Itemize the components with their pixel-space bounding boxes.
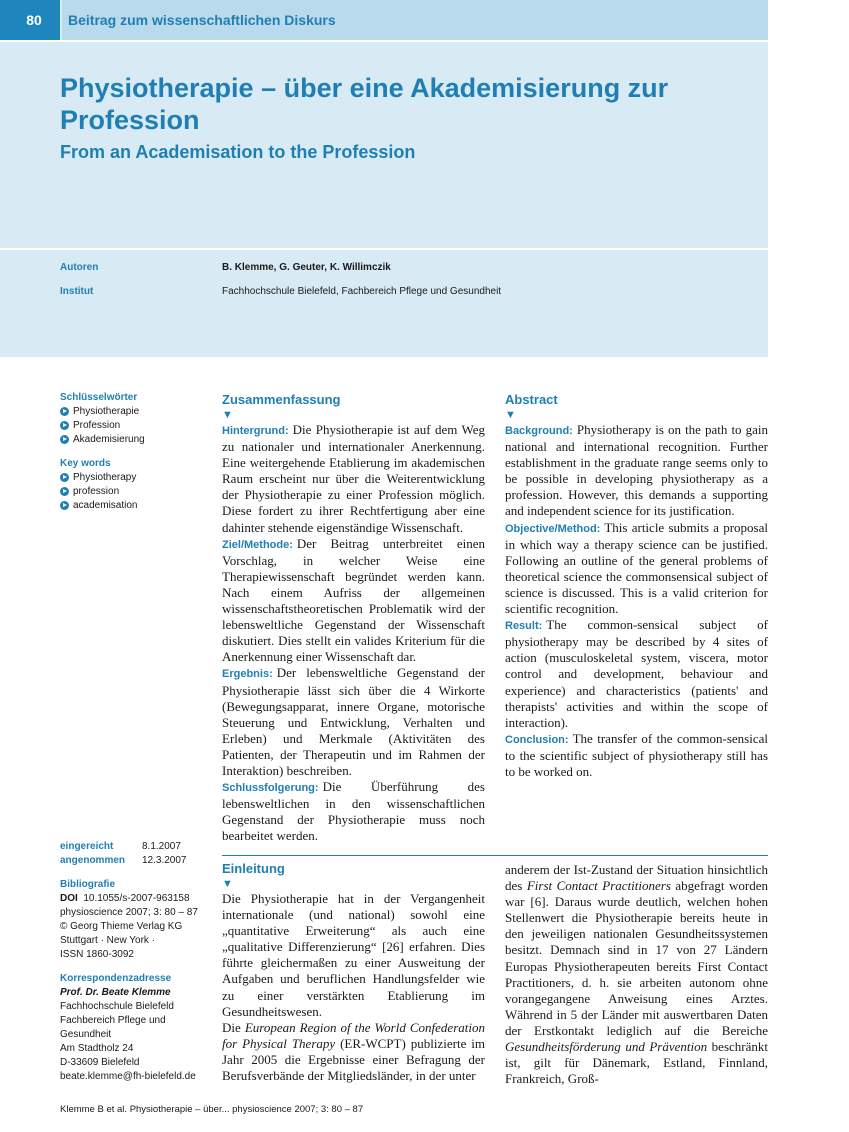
abstract-paragraph: Conclusion: The transfer of the common-sensical to the scientific subject of physiotherapy still has to be worked on. — [505, 730, 768, 779]
abstract-paragraph: Objective/Method: This article submits a proposal in which way a therapy science can be justified. Following an outline of the general problems of theoretical science the commonsensical subject of science is discussed. This is a valid criterion for scientific recognition. — [505, 519, 768, 617]
einleitung-right — [505, 862, 768, 1087]
abstract-section — [505, 391, 768, 780]
section-rule — [222, 855, 768, 856]
abstract-paragraph: Ziel/Methode: Der Beitrag unterbreitet einen Vorschlag, in welcher Weise eine Therapiewissenschaft begründet werden kann. Nach einem Aufriss der allgemeinen wissenschaftstheoretischen Problematik wird der lebensweltliche Gegenstand der Wissenschaft diskutiert. Dies stellt ein valides Kriterium für die Anerkennung einer Wissenschaft dar. — [222, 535, 485, 665]
citation: physioscience 2007; 3: 80 – 87 — [60, 907, 198, 918]
bibliography-heading: Bibliografie — [60, 879, 116, 890]
zusammenfassung-heading: Zusammenfassung — [222, 392, 341, 407]
down-triangle-icon: ▼ — [505, 409, 516, 421]
email-link[interactable]: beate.klemme@fh-bielefeld.de — [60, 1071, 196, 1082]
zusammenfassung-section — [222, 391, 485, 844]
bullet-arrow-icon — [60, 501, 69, 510]
article-subtitle: From an Academisation to the Profession — [60, 142, 416, 162]
keywords-de-heading: Schlüsselwörter — [60, 392, 138, 403]
submitted-label: eingereicht — [60, 841, 114, 852]
abstract-paragraph: Hintergrund: Die Physiotherapie ist auf dem Weg zu nationaler und internationaler Anerkennung. Eine weitergehende Etablierung im akademischen Raum erscheint nur über die Weiterentwicklung der Physiotherapie zu einer Profession möglich. Diese fordert zu ihrer Rechtfertigung aber eine dahinter stehende eigenständige Wissenschaft. — [222, 422, 485, 535]
body-paragraph: Die Physiotherapie hat in der Vergangenheit internationale (und national) sowohl eine „quantitative Erweiterung“ als auch eine „qualitative Differenzierung“ [26] erfahren. Dies führte gleichermaßen zu einer Ausweitung der Aufgaben und beruflichen Handlungsfelder wie zu einer verstärkten Etablierung im Gesundheitswesen. — [222, 891, 485, 1019]
keywords-de-list — [60, 405, 145, 447]
correspondence-block — [60, 972, 220, 1084]
doi-label: DOI — [60, 893, 78, 904]
body-paragraph: Die European Region of the World Confederation for Physical Therapy (ER-WCPT) publizierte im Jahr 2005 die Ergebnisse einer Befragung der Berufsverbände der Mitgliedsländer, in der unter — [222, 1019, 485, 1084]
bibliography-block — [60, 878, 220, 962]
keyword-item: academisation — [60, 499, 137, 513]
page-number: 80 — [26, 12, 42, 28]
abstract-paragraph: Result: The common-sensical subject of physiotherapy may be described by 4 sites of action (musculoskeletal system, viscera, motor control and development, behaviour and experience) and characteristics (patients' and therapists' activities and within the scope of interaction). — [505, 617, 768, 730]
keyword-item: profession — [60, 485, 137, 499]
address-line: D-33609 Bielefeld — [60, 1057, 140, 1068]
keyword-item: Akademisierung — [60, 433, 145, 447]
keyword-item: Physiotherapie — [60, 405, 145, 419]
abstract-paragraph: Background: Physiotherapy is on the path to gain national and international recognition. Further establishment in the graduate range seems only to be possible in developing physiotherapy as a profession. However, this demands a supporting and independent science for its justification. — [505, 422, 768, 519]
correspondence-heading: Korrespondenzadresse — [60, 973, 172, 984]
accepted-date: 12.3.2007 — [142, 855, 187, 866]
header-divider — [0, 248, 768, 250]
abstract-paragraph: Schlussfolgerung: Die Überführung des lebensweltlichen in den wissenschaftlichen Gegenstand der Physiotherapie muss noch bearbeitet werden. — [222, 779, 485, 844]
down-triangle-icon: ▼ — [222, 878, 233, 890]
correspondence-name: Prof. Dr. Beate Klemme — [60, 987, 171, 998]
submitted-date: 8.1.2007 — [142, 841, 181, 852]
institute: Fachhochschule Bielefeld, Fachbereich Pflege und Gesundheit — [222, 286, 502, 297]
address-line: Fachhochschule Bielefeld — [60, 1001, 174, 1012]
bullet-arrow-icon — [60, 473, 69, 482]
einleitung-left — [222, 860, 485, 1084]
section-label: Beitrag zum wissenschaftlichen Diskurs — [68, 12, 336, 28]
bullet-arrow-icon — [60, 421, 69, 430]
dates-block — [60, 840, 187, 868]
address-line: Am Stadtholz 24 — [60, 1043, 134, 1054]
authors-label: Autoren — [60, 262, 99, 273]
abstract-paragraph: Ergebnis: Der lebensweltliche Gegenstand der Physiotherapie lässt sich über die 4 Wirkorte (Bewegungsapparat, innere Organe, motorische Steuerung und Entwicklung, Verhalten und Erleben) und Merkmale (Aktivitäten des Patienten, der Therapeutin und im Rahmen der Interaktion) beschreiben. — [222, 665, 485, 778]
doi: 10.1055/s-2007-963158 — [83, 893, 190, 904]
address-line: Gesundheit — [60, 1029, 112, 1040]
keyword-item: Profession — [60, 419, 145, 433]
bullet-arrow-icon — [60, 487, 69, 496]
abstract-heading: Abstract — [505, 392, 558, 407]
copyright: © Georg Thieme Verlag KG — [60, 921, 183, 932]
authors: B. Klemme, G. Geuter, K. Willimczik — [222, 262, 391, 273]
institute-label: Institut — [60, 286, 94, 297]
keyword-item: Physiotherapy — [60, 471, 137, 485]
keywords-en-list — [60, 471, 137, 513]
header-divider — [0, 40, 768, 42]
keywords-en-heading: Key words — [60, 458, 111, 469]
address-line: Fachbereich Pflege und — [60, 1015, 166, 1026]
header-band — [0, 0, 768, 357]
publisher-place: Stuttgart · New York · — [60, 935, 156, 946]
accepted-label: angenommen — [60, 855, 126, 866]
bullet-arrow-icon — [60, 435, 69, 444]
issn: ISSN 1860-3092 — [60, 949, 134, 960]
page-footer: Klemme B et al. Physiotherapie – über... physioscience 2007; 3: 80 – 87 — [60, 1104, 364, 1115]
body-paragraph: anderem der Ist-Zustand der Situation hinsichtlich des First Contact Practitioners abgefragt worden war [6]. Daraus wurde deutlich, welchen hohen Stellenwert die Physiotherapie bereits heute in den jeweiligen nationalen Gesundheitssystemen besitzt. Demnach sind in 17 von 27 Ländern Europas Physiotherapeuten bereits First Contact Practitioners, d. h. sie arbeiten autonom ohne vorangegangene Anweisung eines Arztes. Während in 5 der Länder mit auswertbaren Daten der Erstkontakt lediglich auf die Bereiche Gesundheitsförderung und Prävention beschränkt ist, gilt für Dänemark, Estland, Finnland, Frankreich, Groß- — [505, 862, 768, 1087]
down-triangle-icon: ▼ — [222, 409, 233, 421]
einleitung-heading: Einleitung — [222, 861, 285, 876]
article-title: Physiotherapie – über eine Akademisierung zur Profession — [60, 73, 669, 135]
bullet-arrow-icon — [60, 407, 69, 416]
